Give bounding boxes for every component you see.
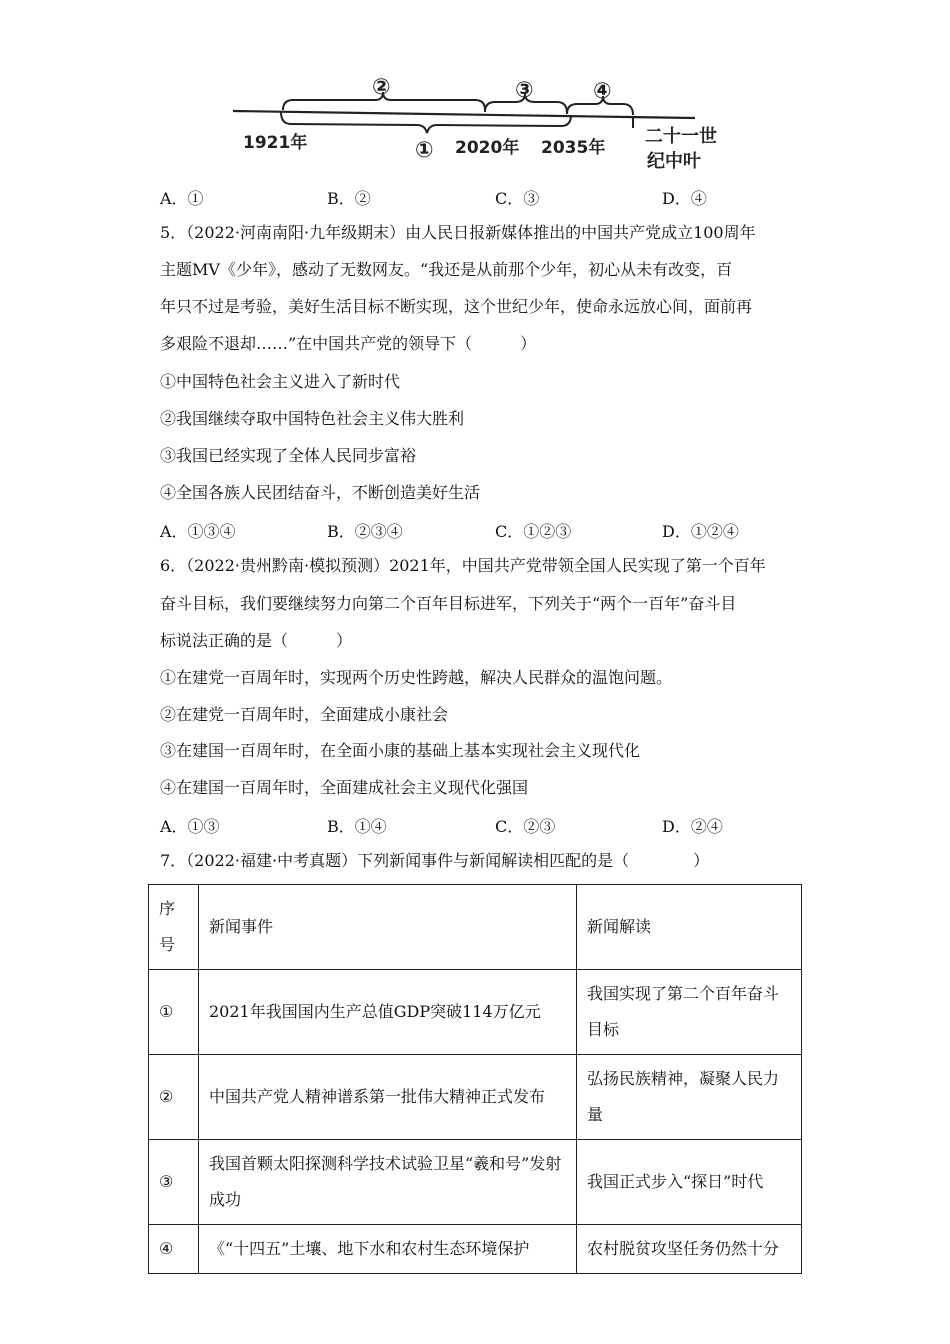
row-number: ③ bbox=[149, 1140, 199, 1225]
q4-options bbox=[160, 186, 840, 206]
header-interpretation: 新闻解读 bbox=[577, 885, 802, 970]
q4-option-b[interactable]: B．② bbox=[327, 189, 371, 208]
label-mark-3: ③ bbox=[515, 78, 534, 103]
row-interpretation: 我国正式步入“探日”时代 bbox=[577, 1140, 802, 1225]
label-mark-4: ④ bbox=[593, 79, 612, 104]
row-interpretation: 农村脱贫攻坚任务仍然十分 bbox=[577, 1225, 802, 1274]
q5-option-d[interactable]: D．①②④ bbox=[662, 522, 739, 541]
q5-statement-2: ②我国继续夺取中国特色社会主义伟大胜利 bbox=[160, 409, 465, 428]
q5-statement-3: ③我国已经实现了全体人民同步富裕 bbox=[160, 446, 417, 465]
q5-stem-line-1: 5．（2022·河南南阳·九年级期末）由人民日报新媒体推出的中国共产党成立100周年 bbox=[160, 223, 756, 242]
q4-option-d[interactable]: D．④ bbox=[662, 189, 707, 208]
q5-stem-line-3: 年只不过是考验，美好生活目标不断实现，这个世纪少年，使命永远放心间，面前再 bbox=[160, 297, 753, 316]
row-event: 中国共产党人精神谱系第一批伟大精神正式发布 bbox=[199, 1055, 577, 1140]
row-interpretation: 我国实现了第二个百年奋斗目标 bbox=[577, 970, 802, 1055]
q6-stem-line-2: 奋斗目标，我们要继续努力向第二个百年目标进军，下列关于“两个一百年”奋斗目 bbox=[160, 594, 737, 613]
table-row bbox=[149, 1055, 802, 1140]
q4-option-c[interactable]: C．③ bbox=[495, 189, 540, 208]
q6-statement-1: ①在建党一百周年时，实现两个历史性跨越，解决人民群众的温饱问题。 bbox=[160, 668, 673, 687]
q5-statement-1: ①中国特色社会主义进入了新时代 bbox=[160, 372, 401, 391]
row-event: 《“十四五”土壤、地下水和农村生态环境保护 bbox=[199, 1225, 577, 1274]
row-interpretation: 弘扬民族精神，凝聚人民力量 bbox=[577, 1055, 802, 1140]
header-event: 新闻事件 bbox=[199, 885, 577, 970]
label-1921: 1921年 bbox=[243, 133, 308, 153]
q6-statement-3: ③在建国一百周年时，在全面小康的基础上基本实现社会主义现代化 bbox=[160, 741, 641, 760]
row-number: ④ bbox=[149, 1225, 199, 1274]
q6-option-b[interactable]: B．①④ bbox=[327, 817, 387, 836]
timeline-diagram bbox=[225, 72, 735, 177]
label-mark-2: ② bbox=[372, 75, 391, 100]
q6-option-a[interactable]: A．①③ bbox=[160, 817, 220, 836]
q6-option-d[interactable]: D．②④ bbox=[662, 817, 723, 836]
q5-option-b[interactable]: B．②③④ bbox=[327, 522, 403, 541]
label-2035: 2035年 bbox=[541, 138, 606, 158]
row-event: 我国首颗太阳探测科学技术试验卫星“羲和号”发射成功 bbox=[199, 1140, 577, 1225]
label-century-2: 纪中叶 bbox=[647, 151, 701, 172]
q6-option-c[interactable]: C．②③ bbox=[495, 817, 556, 836]
q5-option-a[interactable]: A．①③④ bbox=[160, 522, 236, 541]
q6-statement-2: ②在建党一百周年时，全面建成小康社会 bbox=[160, 705, 449, 724]
row-number: ① bbox=[149, 970, 199, 1055]
q4-option-a[interactable]: A．① bbox=[160, 189, 204, 208]
label-mark-1: ① bbox=[415, 138, 434, 163]
q5-option-c[interactable]: C．①②③ bbox=[495, 522, 572, 541]
news-table bbox=[148, 884, 802, 1274]
q7-stem: 7．（2022·福建·中考真题）下列新闻事件与新闻解读相匹配的是（ ） bbox=[160, 851, 710, 870]
label-2020: 2020年 bbox=[455, 138, 520, 158]
q5-statement-4: ④全国各族人民团结奋斗，不断创造美好生活 bbox=[160, 483, 481, 502]
timeline-axis bbox=[233, 111, 695, 118]
table-row bbox=[149, 1225, 802, 1274]
q6-options bbox=[160, 814, 840, 834]
q6-stem-line-1: 6．（2022·贵州黔南·模拟预测）2021年，中国共产党带领全国人民实现了第一个百年 bbox=[160, 556, 766, 575]
q6-statement-4: ④在建国一百周年时，全面建成社会主义现代化强国 bbox=[160, 778, 529, 797]
q5-stem-line-2: 主题MV《少年》，感动了无数网友。“我还是从前那个少年，初心从未有改变，百 bbox=[160, 260, 733, 279]
table-header-row bbox=[149, 885, 802, 970]
label-century-1: 二十一世 bbox=[645, 126, 717, 147]
table-row bbox=[149, 1140, 802, 1225]
q6-stem-line-3: 标说法正确的是（ ） bbox=[160, 631, 353, 650]
q5-stem-line-4: 多艰险不退却……”在中国共产党的领导下（ ） bbox=[160, 334, 537, 353]
q5-options bbox=[160, 519, 840, 539]
header-number: 序号 bbox=[149, 885, 199, 970]
table-row bbox=[149, 970, 802, 1055]
row-number: ② bbox=[149, 1055, 199, 1140]
row-event: 2021年我国国内生产总值GDP突破114万亿元 bbox=[199, 970, 577, 1055]
